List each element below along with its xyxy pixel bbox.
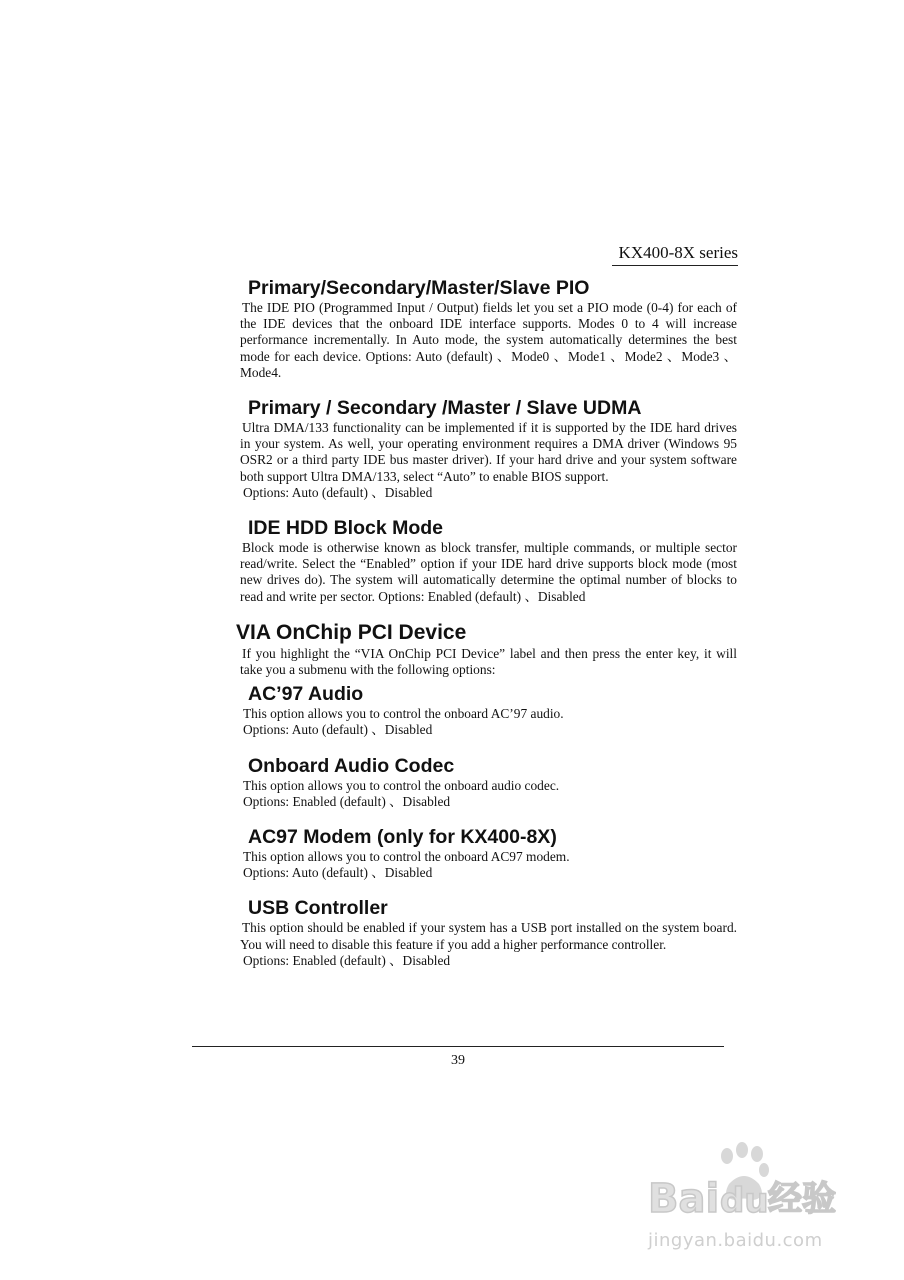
page-number: 39 <box>451 1053 465 1068</box>
manual-content <box>236 276 737 984</box>
baidu-watermark <box>644 1140 854 1260</box>
watermark-url: jingyan.baidu.com <box>648 1230 823 1251</box>
section-title: Primary / Secondary /Master / Slave UDMA <box>248 397 642 420</box>
section-options: Options: Enabled (default) 、Disabled <box>243 952 451 968</box>
svg-text:du: du <box>720 1181 769 1221</box>
section-title: IDE HDD Block Mode <box>248 517 444 540</box>
section-title: AC’97 Audio <box>248 683 364 706</box>
section-via-onchip <box>236 620 737 678</box>
section-options: Options: Auto (default) 、Disabled <box>243 865 433 881</box>
section-options: Options: Auto (default) 、Disabled <box>243 722 433 738</box>
section-block-mode <box>240 516 737 605</box>
section-ac97-audio <box>240 682 737 738</box>
section-body: This option should be enabled if your system has a USB port installed on the system board. You will need to disable this feature if you add a higher performance controller. <box>240 920 737 952</box>
section-body: This option allows you to control the onboard audio codec. <box>243 777 560 793</box>
baidu-paw-logo-icon <box>644 1140 854 1230</box>
section-options: Options: Auto (default) 、Disabled <box>243 484 433 500</box>
section-title: AC97 Modem (only for KX400-8X) <box>248 826 557 849</box>
section-body: Block mode is otherwise known as block transfer, multiple commands, or multiple sector read/write. Select the “Enabled” option if your IDE hard drive supports block mode (most new drives do). The system will automatically determine the optimal number of blocks to read and write per sector. Options: Enabled (default) 、Disabled <box>240 540 737 604</box>
section-pio <box>240 276 737 381</box>
section-title: Primary/Secondary/Master/Slave PIO <box>248 277 590 299</box>
section-title: USB Controller <box>248 897 388 920</box>
section-title: Onboard Audio Codec <box>248 754 455 777</box>
section-options: Options: Enabled (default) 、Disabled <box>243 793 451 809</box>
section-body: Ultra DMA/133 functionality can be implemented if it is supported by the IDE hard drives in your system. As well, your operating environment requires a DMA driver (Windows 95 OSR2 or a third party IDE bus master driver). If your hard drive and your system software both support Ultra DMA/133, select “Auto” to enable BIOS support. <box>240 420 737 484</box>
svg-text:经验: 经验 <box>768 1179 836 1219</box>
section-ac97-modem <box>240 825 737 881</box>
footer-divider <box>192 1046 724 1047</box>
section-body: This option allows you to control the onboard AC97 modem. <box>243 849 570 865</box>
section-body: If you highlight the “VIA OnChip PCI Device” label and then press the enter key, it will take you a submenu with the following options: <box>240 645 737 678</box>
svg-text:Bai: Bai <box>648 1176 720 1222</box>
section-body: This option allows you to control the onboard AC’97 audio. <box>243 706 564 722</box>
series-header: KX400-8X series <box>612 242 738 266</box>
section-title: VIA OnChip PCI Device <box>236 620 467 644</box>
section-udma <box>240 396 737 501</box>
section-body: The IDE PIO (Programmed Input / Output) fields let you set a PIO mode (0-4) for each of the IDE devices that the onboard IDE interface supports. Modes 0 to 4 will increase performance incrementally. In Auto mode, the system automatically determines the best mode for each device. Options: Auto (default) 、Mode0 、Mode1 、Mode2 、Mode3 、Mode4. <box>240 300 737 380</box>
section-audio-codec <box>240 754 737 810</box>
section-usb-controller <box>240 896 737 969</box>
